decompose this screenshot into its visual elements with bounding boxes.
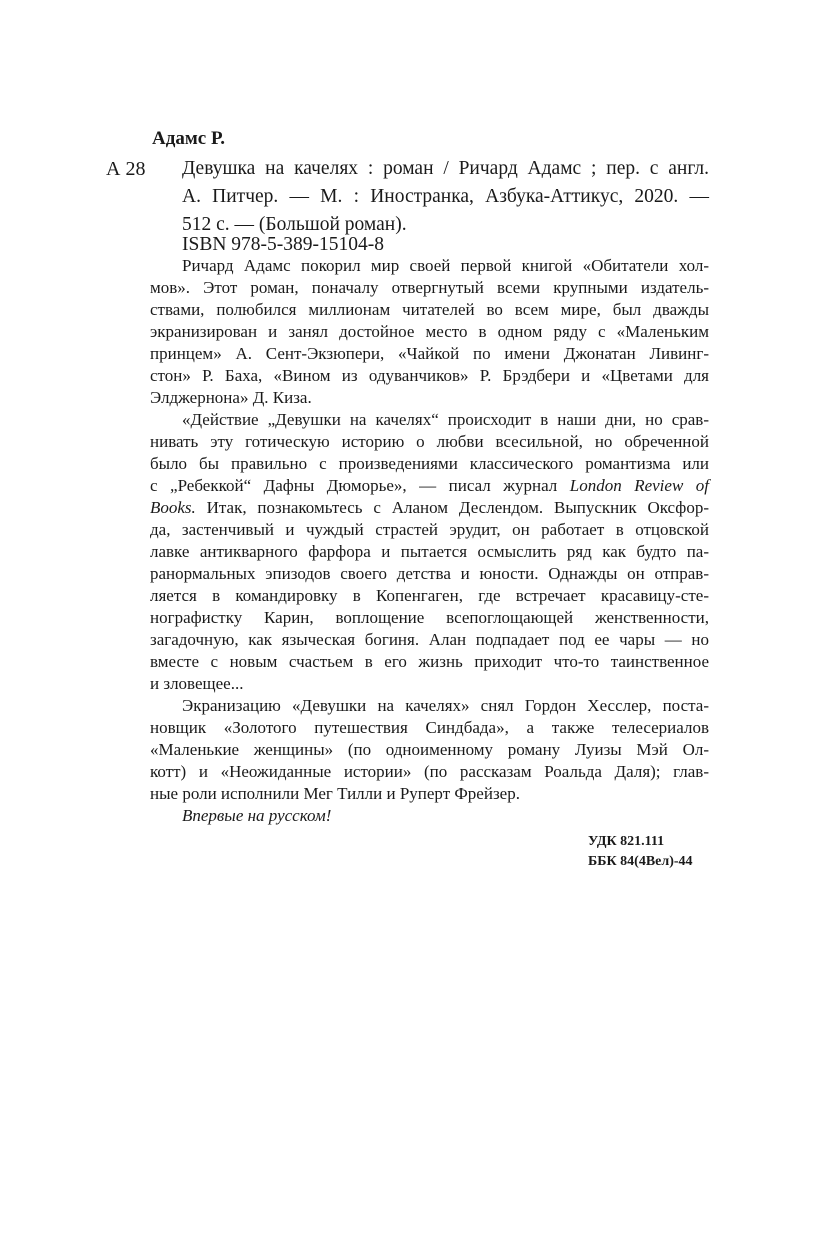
paragraph-line: нографистку Карин, воплощение всепоглощающей женственности, [150,608,709,627]
isbn: ISBN 978-5-389-15104-8 [182,234,385,255]
paragraph-line: с „Ребеккой“ Дафны Дюморье», — писал журнал London Review of [150,476,710,495]
paragraph-line: ствами, полюбился миллионам читателей во всем мире, был дважды [150,300,709,319]
author-sign-code: А 28 [106,158,146,180]
paragraph-line: мов». Этот роман, поначалу отвергнутый всеми крупными издатель- [150,278,709,297]
paragraph-line: было бы правильно с произведениями классического романтизма или [150,454,709,473]
bbk-index: ББК 84(4Вел)-44 [588,854,693,869]
record-line: 512 с. — (Большой роман). [182,214,407,235]
paragraph-line: «Маленькие женщины» (по одноименному роману Луизы Мэй Ол- [150,740,709,759]
record-line: А. Питчер. — М. : Иностранка, Азбука-Аттикус, 2020. — [182,186,709,207]
tagline: Впервые на русском! [182,806,332,825]
paragraph-line: новщик «Золотого путешествия Синдбада», а также телесериалов [150,718,709,737]
paragraph-line: загадочную, как языческая богиня. Алан подпадает под ее чары — но [150,630,709,649]
paragraph-line: Ричард Адамс покорил мир своей первой книгой «Обитатели хол- [182,256,709,275]
record-line: Девушка на качелях : роман / Ричард Адамс ; пер. с англ. [182,158,709,179]
paragraph-line: да, застенчивый и чуждый страстей эрудит, он работает в отцовской [150,520,709,539]
paragraph-line: ляется в командировку в Копенгаген, где встречает красавицу-сте- [150,586,709,605]
paragraph-line: Books. Итак, познакомьтесь с Аланом Деслендом. Выпускник Оксфор- [150,498,709,517]
paragraph-line: ные роли исполнили Мег Тилли и Руперт Фрейзер. [150,784,520,803]
author-heading: Адамс Р. [152,128,225,149]
paragraph-line: нивать эту готическую историю о любви всесильной, но обреченной [150,432,709,451]
paragraph-line: принцем» А. Сент-Экзюпери, «Чайкой по имени Джонатан Ливинг- [150,344,709,363]
paragraph-line: стон» Р. Баха, «Вином из одуванчиков» Р. Брэдбери и «Цветами для [150,366,709,385]
paragraph-line: ранормальных эпизодов своего детства и юности. Однажды он отправ- [150,564,709,583]
paragraph-line: «Действие „Девушки на качелях“ происходит в наши дни, но срав- [182,410,709,429]
paragraph-line: Элджернона» Д. Киза. [150,388,312,407]
paragraph-line: экранизирован и занял достойное место в одном ряду с «Маленьким [150,322,709,341]
paragraph-line: котт) и «Неожиданные истории» (по рассказам Роальда Даля); глав- [150,762,709,781]
paragraph-line: Экранизацию «Девушки на качелях» снял Гордон Хесслер, поста- [182,696,709,715]
paragraph-line: вместе с новым счастьем в его жизнь приходит что-то таинственное [150,652,709,671]
udk-index: УДК 821.111 [588,834,665,849]
paragraph-line: лавке антикварного фарфора и пытается осмыслить ряд как будто па- [150,542,709,561]
paragraph-line: и зловещее... [150,674,244,693]
